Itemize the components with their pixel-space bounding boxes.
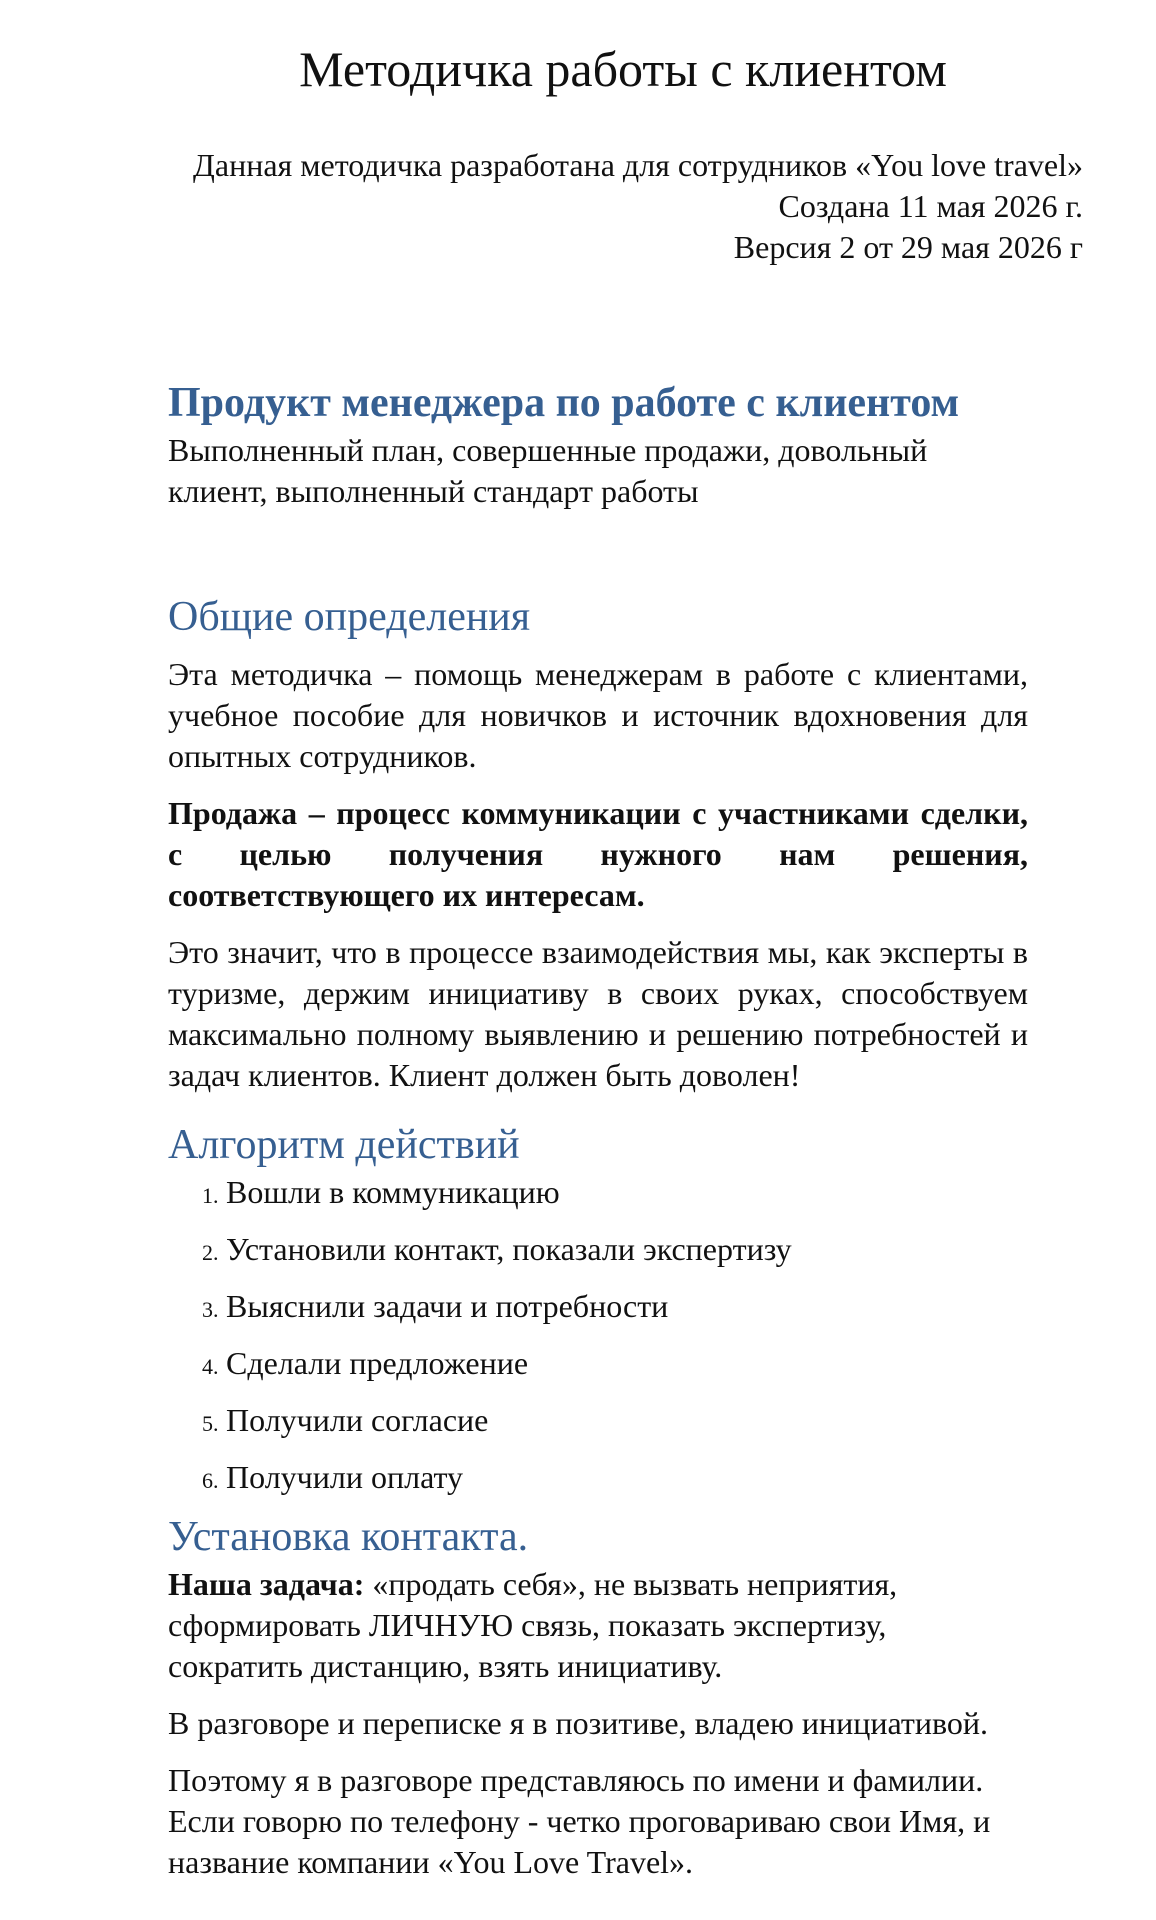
list-item [168,1229,1028,1270]
document-title: Методичка работы с клиентом [299,41,947,97]
list-item [168,1457,1028,1498]
definitions-paragraph-1: Эта методичка – помощь менеджерам в работе с клиентами, учебное пособие для новичков и источник вдохновения для опытных сотрудников. [168,656,1028,774]
contact-task-label: Наша задача: [168,1566,365,1602]
list-item [168,1400,1028,1441]
section-heading-product: Продукт менеджера по работе с клиентом [168,380,960,426]
meta-version: Версия 2 от 29 мая 2026 г [733,229,1083,265]
section-heading-definitions: Общие определения [168,594,531,640]
list-item [168,1343,1028,1384]
meta-description: Данная методичка разработана для сотрудников «You love travel» [193,147,1083,183]
list-item-number: 4. [202,1354,219,1379]
section-heading-contact: Установка контакта. [168,1514,529,1560]
list-item-text: Вошли в коммуникацию [226,1174,560,1210]
product-text: Выполненный план, совершенные продажи, довольный клиент, выполненный стандарт работы [168,432,928,509]
list-item [168,1172,1028,1213]
list-item [168,1286,1028,1327]
list-item-text: Сделали предложение [226,1345,529,1381]
contact-paragraph-2: В разговоре и переписке я в позитиве, владею инициативой. [168,1705,988,1741]
list-item-text: Получили оплату [226,1459,463,1495]
list-item-text: Выяснили задачи и потребности [226,1288,669,1324]
algorithm-list [168,1172,1028,1498]
contact-paragraph-3: Поэтому я в разговоре представляюсь по имени и фамилии. Если говорю по телефону - четко проговариваю свои Имя, и название компании «You Love Travel». [168,1762,991,1880]
list-item-number: 6. [202,1468,219,1493]
list-item-number: 1. [202,1183,219,1208]
definitions-paragraph-3: Это значит, что в процессе взаимодействия мы, как эксперты в туризме, держим инициативу в своих руках, способствуем максимально полному выявлению и решению потребностей и задач клиентов. Клиент должен быть доволен! [168,934,1028,1093]
list-item-text: Получили согласие [226,1402,489,1438]
list-item-number: 2. [202,1240,219,1265]
document-body [168,376,1028,1883]
list-item-number: 3. [202,1297,219,1322]
contact-task-text: «продать себя», не вызвать неприятия, сформировать ЛИЧНУЮ связь, показать экспертизу, сократить дистанцию, взять инициативу. [168,1566,898,1684]
list-item-number: 5. [202,1411,219,1436]
list-item-text: Установили контакт, показали экспертизу [226,1231,792,1267]
section-heading-algorithm: Алгоритм действий [168,1122,520,1168]
document-meta [168,145,1083,268]
contact-task-paragraph [168,1564,1028,1687]
meta-created-date: Создана 11 мая 2026 г. [778,188,1083,224]
definitions-sale-paragraph: Продажа – процесс коммуникации с участниками сделки, с целью получения нужного нам решения, соответствующего их интересам. [168,795,1028,913]
